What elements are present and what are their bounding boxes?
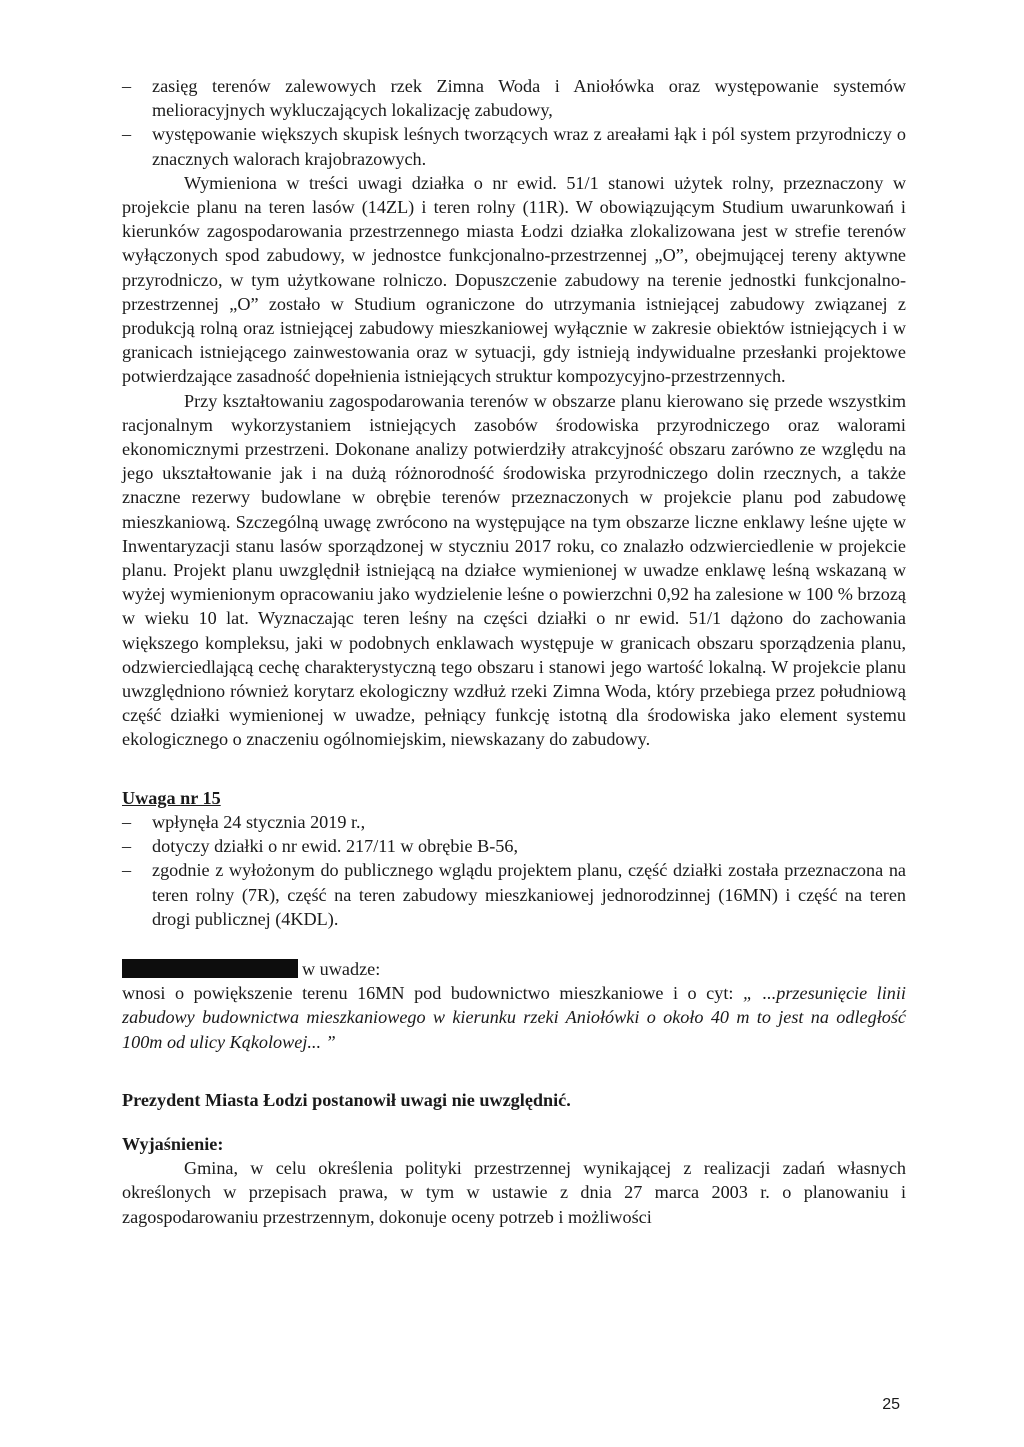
request-intro-line bbox=[122, 957, 906, 981]
bullet-dash: – bbox=[122, 76, 132, 96]
redaction-bar bbox=[122, 959, 298, 978]
explanation-title: Wyjaśnienie: bbox=[122, 1133, 224, 1154]
uwaga-bullet-item bbox=[122, 858, 906, 931]
bullet-dash: – bbox=[122, 836, 132, 857]
uwaga-bullet-item bbox=[122, 834, 906, 858]
bullet-text: zasięg terenów zalewowych rzek Zimna Woda i Aniołówka oraz występowanie systemów melioracyjnych wykluczających lokalizację zabudowy, bbox=[152, 76, 906, 121]
uwaga-heading: Uwaga nr 15 bbox=[122, 787, 221, 808]
bullet-dash: – bbox=[122, 860, 132, 881]
bullet-text: wpłynęła 24 stycznia 2019 r., bbox=[152, 811, 366, 832]
uwaga-bullet-list bbox=[122, 810, 906, 931]
bullet-text: zgodnie z wyłożonym do publicznego wglądu projektem planu, część działki została przeznaczona na teren rolny (7R), część na teren zabudowy mieszkaniowej jednorodzinnej (16MN) i część na teren drogi publicznej (4KDL). bbox=[152, 860, 906, 929]
paragraph-parcel-51-1: Wymieniona w treści uwagi działka o nr ewid. 51/1 stanowi użytek rolny, przeznaczony w projekcie planu na teren lasów (14ZL) i teren rolny (11R). W obowiązującym Studium uwarunkowań i kierunków zagospodarowania przestrzennego miasta Łodzi działka zlokalizowana jest w strefie terenów wyłączonych spod zabudowy, w jednostce funkcjonalno-przestrzennej „O”, obejmującej tereny aktywne przyrodniczo, w tym użytkowane rolniczo. Dopuszczenie zabudowy na terenie jednostki funkcjonalno-przestrzennej „O” zostało w Studium ograniczone do utrzymania istniejącej zabudowy związanej z produkcją rolną oraz istniejącej zabudowy mieszkaniowej wyłącznie w zakresie obiektów istniejących i w granicach istniejącego zainwestowania oraz w sytuacji, gdy istnieją indywidualne przesłanki projektowe potwierdzające zasadność dopełnienia istniejących struktur kompozycyjno-przestrzennych. bbox=[122, 172, 906, 387]
request-paragraph bbox=[122, 981, 906, 1054]
bullet-dash: – bbox=[122, 811, 132, 832]
intro-bullet-list bbox=[122, 74, 906, 171]
uwaga-bullet-item bbox=[122, 810, 906, 834]
bullet-dash: – bbox=[122, 124, 132, 145]
intro-bullet-item bbox=[122, 122, 906, 170]
intro-bullet-item bbox=[122, 74, 906, 122]
bullet-text: występowanie większych skupisk leśnych tworzących wraz z areałami łąk i pól system przyrodniczy o znacznych walorach krajobrazowych. bbox=[152, 124, 906, 169]
request-text: wnosi o powiększenie terenu 16MN pod budownictwo mieszkaniowe i o cyt: bbox=[122, 983, 743, 1004]
decision-statement: Prezydent Miasta Łodzi postanowił uwagi nie uwzględnić. bbox=[122, 1089, 571, 1110]
request-quote: „ ...przesunięcie linii zabudowy budownictwa mieszkaniowego w kierunku rzeki Aniołówki o około 40 m to jest na odległość 100m od ulicy Kąkolowej... ” bbox=[122, 983, 906, 1052]
request-suffix: w uwadze: bbox=[302, 958, 381, 979]
bullet-text: dotyczy działki o nr ewid. 217/11 w obrębie B-56, bbox=[152, 836, 519, 857]
document-page bbox=[122, 74, 906, 1229]
page-number: 25 bbox=[882, 1396, 900, 1413]
paragraph-plan-development: Przy kształtowaniu zagospodarowania terenów w obszarze planu kierowano się przede wszystkim racjonalnym wykorzystaniem istniejących zasobów środowiska przyrodniczego oraz walorami ekonomicznymi przestrzeni. Dokonane analizy potwierdziły atrakcyjność obszaru zarówno ze względu na jego ukształtowanie jak i na dużą różnorodność środowiska przyrodniczego dolin rzecznych, a także znaczne rezerwy budowlane w obrębie terenów przeznaczonych w projekcie planu pod zabudowę mieszkaniową. Szczególną uwagę zwrócono na występujące na tym obszarze liczne enklawy leśne ujęte w Inwentaryzacji stanu lasów sporządzonej w styczniu 2017 roku, co znalazło odzwierciedlenie w projekcie planu. Projekt planu uwzględnił istniejącą na działce wymienionej w uwadze enklawę leśną wskazaną w wyżej wymienionym opracowaniu jako wydzielenie leśne o powierzchni 0,92 ha zalesione w 100 % brzozą w wieku 10 lat. Wyznaczając teren leśny na części działki o nr ewid. 51/1 dążono do zachowania większego kompleksu, jaki w podobnych enklawach występuje w granicach obszaru sporządzenia planu, odzwierciedlającą cechę charakterystyczną tego obszaru i stanowi jego wartość lokalną. W projekcie planu uwzględniono również korytarz ekologiczny wzdłuż rzeki Zimna Woda, który przebiega przez południową część działki wymienionej w uwadze, pełniący funkcję istotną dla środowiska jako element systemu ekologicznego o znaczeniu ogólnomiejskim, niewskazany do zabudowy. bbox=[122, 390, 906, 750]
explanation-paragraph: Gmina, w celu określenia polityki przestrzennej wynikającej z realizacji zadań własnych określonych w przepisach prawa, w tym w ustawie z dnia 27 marca 2003 r. o planowaniu i zagospodarowaniu przestrzennym, dokonuje oceny potrzeb i możliwości bbox=[122, 1158, 906, 1227]
